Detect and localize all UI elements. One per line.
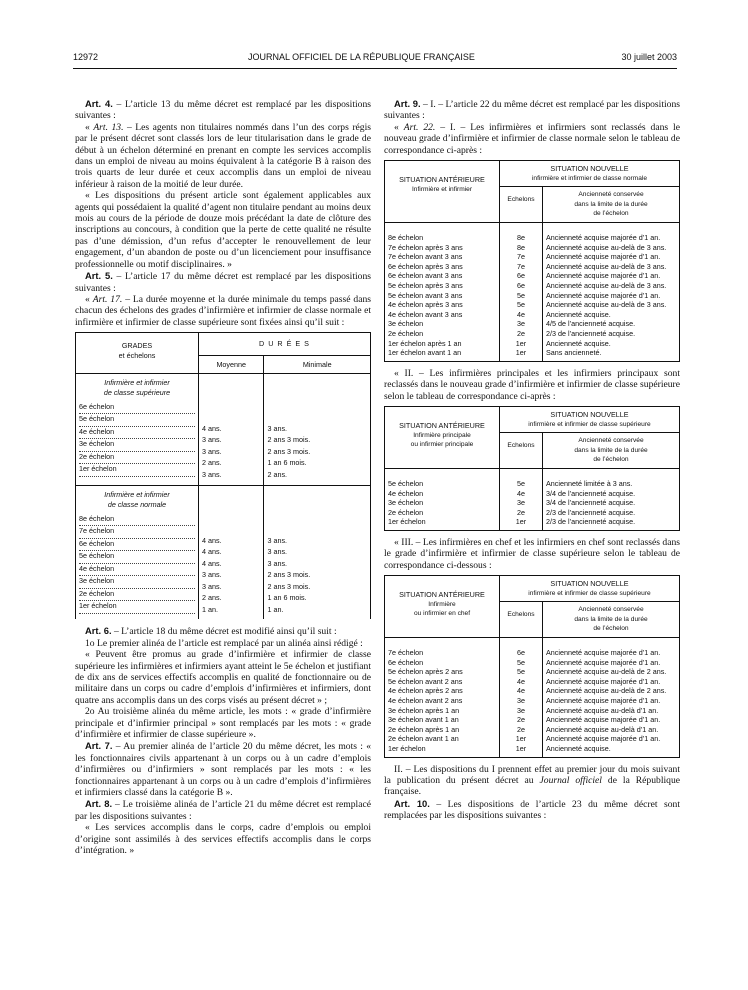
table-row-echelon: 5e échelon xyxy=(79,414,195,427)
cell-anciennete: Ancienneté acquise majorée d’1 an. xyxy=(543,252,680,262)
cell-anciennete: 4/5 de l’ancienneté acquise. xyxy=(543,319,680,329)
cell-echelon: 3e xyxy=(500,498,543,508)
cell-situation: 2e échelon après 1 an xyxy=(385,725,500,735)
table-row xyxy=(385,319,680,329)
cell-situation: 5e échelon avant 3 ans xyxy=(385,291,500,301)
cell-anciennete: Ancienneté acquise majorée d’1 an. xyxy=(543,223,680,243)
cell-echelon: 3e xyxy=(500,706,543,716)
group2-minimale xyxy=(264,486,371,620)
col-header-situation-nouvelle xyxy=(500,161,680,187)
table-row-moyenne: 4 ans. xyxy=(202,423,222,433)
group2-minimale-list xyxy=(267,524,367,616)
situation-anterieure-sub: Infirmière ou infirmier en chef xyxy=(413,600,471,618)
table-row-minimale: 3 ans. xyxy=(267,423,288,433)
section-ii: « II. – Les infirmières principales et les infirmiers principaux sont reclassés dans le nouveau grade d’infirmière et infirmier de classe supérieure selon le tableau de correspondance ci-après : xyxy=(384,367,680,402)
cell-echelon: 4e xyxy=(500,489,543,499)
table-row-minimale xyxy=(267,412,367,424)
cell-situation: 2e échelon xyxy=(385,508,500,518)
situation-nouvelle-label: SITUATION NOUVELLE xyxy=(550,409,629,419)
cell-situation: 8e échelon xyxy=(385,223,500,243)
cell-situation: 3e échelon xyxy=(385,498,500,508)
table-row-moyenne: 3 ans. xyxy=(202,581,222,591)
table-row xyxy=(385,677,680,687)
cell-situation: 7e échelon après 3 ans xyxy=(385,243,500,253)
reclassement-table-2 xyxy=(384,406,680,531)
table-row xyxy=(385,686,680,696)
col-header-situation-nouvelle xyxy=(500,406,680,432)
group2-echelons xyxy=(76,486,199,620)
reclassement-table-1 xyxy=(384,160,680,362)
table-row-moyenne: 4 ans. xyxy=(202,547,222,557)
table-row-minimale: 3 ans. xyxy=(267,535,288,545)
article-10: Art. 10. – Les dispositions de l’article 23 du même décret sont remplacées par les dispositions suivantes : xyxy=(384,797,680,822)
cell-anciennete: Ancienneté acquise majorée d’1 an. xyxy=(543,638,680,658)
cell-situation: 2e échelon xyxy=(385,329,500,339)
table-row xyxy=(385,348,680,361)
table-row-minimale: 2 ans 3 mois. xyxy=(267,446,311,456)
article-4: Art. 4. – L’article 13 du même décret est remplacé par les dispositions suivantes : xyxy=(75,98,371,122)
table-row-minimale: 1 an. xyxy=(267,604,284,614)
page-number: 12972 xyxy=(73,52,99,62)
cell-anciennete: 3/4 de l’ancienneté acquise. xyxy=(543,498,680,508)
cell-anciennete: Ancienneté acquise majorée d’1 an. xyxy=(543,271,680,281)
cell-echelon: 8e xyxy=(500,223,543,243)
durees-table-wrap xyxy=(75,332,371,619)
article-13-para2: « Les dispositions du présent article sont également applicables aux agents qui possédaient la qualité d’agent non titulaire pendant au moins deux mois au cours de la période de douze mois précédant la date de clôture des inscriptions au concours, à condition que la perte de cette qualité ne résulte pas d’une démission, d’un refus d’accepter le renouvellement de leur engagement, d’un abandon de poste ou d’un licenciement pour insuffisance professionnelle ou motif disciplinaires. » xyxy=(75,190,371,270)
table-row-moyenne: 3 ans. xyxy=(202,469,222,479)
table-row-echelon: 6e échelon xyxy=(79,402,195,415)
table-row-echelon: 3e échelon xyxy=(79,576,195,589)
group1-minimale-list xyxy=(267,412,367,481)
table-row xyxy=(385,706,680,716)
table-row xyxy=(385,638,680,658)
table-row xyxy=(385,658,680,668)
group1-moyenne xyxy=(199,374,264,486)
article-6-para2: « Peuvent être promus au grade d’infirmière et infirmier de classe supérieure les infirmières et infirmiers ayant atteint le 5e échelon et justifiant de dix ans de services effectifs accomplis en qualité de fonctionnaire ou de militaire dans un corps ou cadre d’emplois d’infirmières et infirmiers, dont quatre ans accomplis dans un des corps visés au présent décret » ; xyxy=(75,649,371,706)
col-header-anciennete: Ancienneté conservée dans la limite de la durée de l’échelon xyxy=(543,602,680,638)
col-header-moyenne: Moyenne xyxy=(199,355,264,374)
cell-situation: 3e échelon après 1 an xyxy=(385,706,500,716)
article-6: Art. 6. – L’article 18 du même décret est modifié ainsi qu’il suit : xyxy=(85,625,337,638)
table-row-minimale: 2 ans. xyxy=(267,469,288,479)
cell-anciennete: Ancienneté acquise au-delà d’1 an. xyxy=(543,706,680,716)
col-header-situation-anterieure xyxy=(385,406,500,468)
situation-anterieure-label: SITUATION ANTÉRIEURE xyxy=(399,420,485,430)
cell-situation: 5e échelon après 3 ans xyxy=(385,281,500,291)
cell-situation: 1er échelon avant 1 an xyxy=(385,348,500,361)
table-row xyxy=(385,252,680,262)
situation-anterieure-label: SITUATION ANTÉRIEURE xyxy=(399,590,485,600)
cell-anciennete: Ancienneté acquise majorée d’1 an. xyxy=(543,696,680,706)
col-header-echelons: Echelons xyxy=(500,433,543,469)
table-row-moyenne xyxy=(202,524,260,536)
table-row-echelon: 2e échelon xyxy=(79,452,195,465)
group1-title: Infirmière et infirmier de classe supérieure xyxy=(103,378,171,397)
cell-echelon: 2e xyxy=(500,725,543,735)
cell-anciennete: Ancienneté acquise au-delà de 3 ans. xyxy=(543,300,680,310)
cell-anciennete: Ancienneté acquise. xyxy=(543,744,680,757)
cell-anciennete: Ancienneté acquise majorée d’1 an. xyxy=(543,677,680,687)
table-row-echelon: 5e échelon xyxy=(79,551,195,564)
table-row-echelon: 7e échelon xyxy=(79,526,195,539)
cell-situation: 5e échelon xyxy=(385,468,500,488)
cell-echelon: 5e xyxy=(500,468,543,488)
table-row xyxy=(385,508,680,518)
cell-echelon: 6e xyxy=(500,271,543,281)
cell-anciennete: Ancienneté acquise au-delà de 3 ans. xyxy=(543,281,680,291)
cell-echelon: 5e xyxy=(500,667,543,677)
table-row-minimale xyxy=(267,524,367,536)
cell-anciennete: Ancienneté acquise majorée d’1 an. xyxy=(543,734,680,744)
table-row xyxy=(385,744,680,757)
group1-minimale xyxy=(264,374,371,486)
table-row xyxy=(385,468,680,488)
cell-situation: 7e échelon avant 3 ans xyxy=(385,252,500,262)
article-6-para1: 1o Le premier alinéa de l’article est remplacé par un alinéa ainsi rédigé : xyxy=(85,637,363,649)
table-row-minimale: 2 ans 3 mois. xyxy=(267,581,311,591)
group1-echelons xyxy=(76,374,199,486)
cell-echelon: 4e xyxy=(500,310,543,320)
situation-nouvelle-sub: infirmière et infirmier de classe supérieure xyxy=(528,589,651,597)
cell-situation: 5e échelon après 2 ans xyxy=(385,667,500,677)
reclassement-table-2-wrap xyxy=(384,406,680,531)
table-row xyxy=(385,243,680,253)
cell-situation: 6e échelon après 3 ans xyxy=(385,262,500,272)
table-row xyxy=(385,715,680,725)
table-row-moyenne xyxy=(202,412,260,424)
table-row-moyenne: 3 ans. xyxy=(202,435,222,445)
cell-anciennete: Ancienneté acquise au-delà de 3 ans. xyxy=(543,262,680,272)
table-row xyxy=(385,271,680,281)
cell-anciennete: Ancienneté acquise au-delà de 3 ans. xyxy=(543,243,680,253)
col-header-situation-anterieure xyxy=(385,576,500,638)
table-row xyxy=(385,329,680,339)
cell-situation: 1er échelon après 1 an xyxy=(385,339,500,349)
group2-moyenne-list xyxy=(202,524,260,616)
col-header-minimale: Minimale xyxy=(264,355,371,374)
reclassement-table-3 xyxy=(384,575,680,758)
cell-echelon: 1er xyxy=(500,734,543,744)
cell-anciennete: Ancienneté acquise. xyxy=(543,339,680,349)
left-column xyxy=(75,98,371,856)
table-row-minimale: 1 an 6 mois. xyxy=(267,593,307,603)
cell-echelon: 7e xyxy=(500,262,543,272)
table-row xyxy=(385,725,680,735)
article-22: « Art. 22. – I. – Les infirmières et infirmiers sont reclassés dans le nouveau grade d’infirmière et infirmier de classe normale selon le tableau de correspondance ci-après : xyxy=(384,121,680,156)
table-row xyxy=(385,223,680,243)
cell-situation: 1er échelon xyxy=(385,744,500,757)
cell-echelon: 1er xyxy=(500,517,543,530)
cell-echelon: 1er xyxy=(500,744,543,757)
table-row-echelon: 3e échelon xyxy=(79,439,195,452)
cell-anciennete: 3/4 de l’ancienneté acquise. xyxy=(543,489,680,499)
cell-echelon: 2e xyxy=(500,329,543,339)
table-row-moyenne: 4 ans. xyxy=(202,558,222,568)
reclassement-table-3-wrap xyxy=(384,575,680,758)
situation-anterieure-sub: Infirmière et infirmier xyxy=(411,185,473,193)
cell-anciennete: Ancienneté limitée à 3 ans. xyxy=(543,468,680,488)
journal-title: JOURNAL OFFICIEL DE LA RÉPUBLIQUE FRANÇAISE xyxy=(248,52,475,62)
group1-moyenne-list xyxy=(202,412,260,481)
col-header-durees: D U R É E S xyxy=(199,333,371,356)
cell-situation: 2e échelon avant 1 an xyxy=(385,734,500,744)
table-row xyxy=(385,300,680,310)
cell-situation: 1er échelon xyxy=(385,517,500,530)
group1-echelon-list xyxy=(79,402,195,477)
table-row xyxy=(385,291,680,301)
cell-echelon: 5e xyxy=(500,658,543,668)
table-row-minimale: 3 ans. xyxy=(267,558,288,568)
situation-anterieure-label: SITUATION ANTÉRIEURE xyxy=(399,175,485,185)
cell-situation: 3e échelon avant 1 an xyxy=(385,715,500,725)
cell-echelon: 5e xyxy=(500,291,543,301)
cell-anciennete: Ancienneté acquise au-delà de 2 ans. xyxy=(543,686,680,696)
table-row-moyenne: 3 ans. xyxy=(202,446,222,456)
reclassement-table-1-wrap xyxy=(384,160,680,362)
table-row-moyenne: 4 ans. xyxy=(202,535,222,545)
table-row xyxy=(385,498,680,508)
cell-echelon: 2e xyxy=(500,508,543,518)
situation-nouvelle-label: SITUATION NOUVELLE xyxy=(550,579,629,589)
cell-echelon: 3e xyxy=(500,319,543,329)
table-row-echelon: 1er échelon xyxy=(79,601,195,614)
header-rule xyxy=(73,68,677,69)
col-header-situation-anterieure xyxy=(385,161,500,223)
cell-anciennete: 2/3 de l’ancienneté acquise. xyxy=(543,508,680,518)
table-row-echelon: 2e échelon xyxy=(79,589,195,602)
table-row-moyenne: 2 ans. xyxy=(202,458,222,468)
cell-situation: 4e échelon après 2 ans xyxy=(385,686,500,696)
right-column xyxy=(384,98,680,822)
article-13: « Art. 13. – Les agents non titulaires nommés dans l’un des corps régis par le présent décret sont classés lors de leur titularisation dans le grade de début à un échelon déterminé en prenant en compte les services accomplis dans un emploi de niveau au moins équivalent à la catégorie B à raison des trois quarts de leur durée et ceux accomplis dans un emploi de niveau inférieur à raison de la moitié de leur durée. xyxy=(75,121,371,190)
section-ii-effect: II. – Les dispositions du I prennent effet au premier jour du mois suivant la publication du présent décret au Journal officiel de la République française. xyxy=(384,763,681,798)
cell-echelon: 4e xyxy=(500,686,543,696)
table-row-echelon: 6e échelon xyxy=(79,539,195,552)
table-row-echelon: 1er échelon xyxy=(79,464,195,477)
cell-anciennete: Sans ancienneté. xyxy=(543,348,680,361)
col-header-situation-nouvelle xyxy=(500,576,680,602)
cell-echelon: 6e xyxy=(500,281,543,291)
cell-situation: 5e échelon avant 2 ans xyxy=(385,677,500,687)
page-header xyxy=(73,52,677,66)
cell-echelon: 8e xyxy=(500,243,543,253)
cell-anciennete: 2/3 de l’ancienneté acquise. xyxy=(543,329,680,339)
cell-situation: 7e échelon xyxy=(385,638,500,658)
situation-nouvelle-label: SITUATION NOUVELLE xyxy=(550,164,629,174)
cell-echelon: 4e xyxy=(500,677,543,687)
cell-echelon: 6e xyxy=(500,638,543,658)
cell-situation: 6e échelon avant 3 ans xyxy=(385,271,500,281)
table-row-minimale: 1 an 6 mois. xyxy=(267,458,307,468)
col-header-anciennete: Ancienneté conservée dans la limite de la durée de l’échelon xyxy=(543,187,680,223)
article-8: Art. 8. – Le troisième alinéa de l’article 21 du même décret est remplacé par les dispositions suivantes : xyxy=(75,798,371,822)
group2-moyenne xyxy=(199,486,264,620)
article-6-para3: 2o Au troisième alinéa du même article, les mots : « grade d’infirmière principale et d’infirmier principal » sont remplacés par les mots : « grade d’infirmière et infirmier de classe supérieure ». xyxy=(75,706,371,740)
table-row-minimale: 3 ans. xyxy=(267,547,288,557)
table-row-minimale: 2 ans 3 mois. xyxy=(267,435,311,445)
article-9: Art. 9. – I. – L’article 22 du même décret est remplacé par les dispositions suivantes : xyxy=(384,98,680,122)
cell-situation: 4e échelon avant 2 ans xyxy=(385,696,500,706)
table-row xyxy=(385,667,680,677)
situation-nouvelle-sub: infirmière et infirmier de classe supérieure xyxy=(528,420,651,428)
cell-situation: 3e échelon xyxy=(385,319,500,329)
table-row xyxy=(385,489,680,499)
cell-echelon: 2e xyxy=(500,715,543,725)
table-row-moyenne: 1 an. xyxy=(202,604,218,614)
table-row xyxy=(385,734,680,744)
col-header-echelons: Echelons xyxy=(500,602,543,638)
cell-anciennete: Ancienneté acquise au-delà de 2 ans. xyxy=(543,667,680,677)
table-row xyxy=(385,339,680,349)
table-row xyxy=(385,281,680,291)
col-header-echelons: Echelons xyxy=(500,187,543,223)
table-row-minimale: 2 ans 3 mois. xyxy=(267,570,311,580)
situation-nouvelle-sub: infirmière et infirmier de classe normale xyxy=(531,174,648,182)
group2-title: Infirmière et infirmier de classe normale xyxy=(104,490,170,509)
table-row xyxy=(385,517,680,530)
table-row-echelon: 4e échelon xyxy=(79,564,195,577)
col-header-anciennete: Ancienneté conservée dans la limite de la durée de l’échelon xyxy=(543,433,680,469)
table-row xyxy=(385,696,680,706)
table-row-moyenne: 2 ans. xyxy=(202,593,222,603)
cell-echelon: 1er xyxy=(500,339,543,349)
cell-situation: 6e échelon xyxy=(385,658,500,668)
cell-anciennete: Ancienneté acquise au-delà d’1 an. xyxy=(543,725,680,735)
col-header-grades: GRADES et échelons xyxy=(76,333,199,374)
table-row xyxy=(385,310,680,320)
cell-situation: 4e échelon xyxy=(385,489,500,499)
durees-table xyxy=(75,332,371,619)
cell-situation: 4e échelon avant 3 ans xyxy=(385,310,500,320)
table-row-echelon: 8e échelon xyxy=(79,514,195,527)
cell-situation: 4e échelon après 3 ans xyxy=(385,300,500,310)
cell-anciennete: 2/3 de l’ancienneté acquise. xyxy=(543,517,680,530)
table-row-echelon: 4e échelon xyxy=(79,427,195,440)
article-17: « Art. 17. – La durée moyenne et la durée minimale du temps passé dans chacun des échelons des grades d’infirmière et infirmier de classe normale et infirmière et infirmier de classe supérieure sont fixées ainsi qu’il suit : xyxy=(75,293,371,328)
cell-anciennete: Ancienneté acquise. xyxy=(543,310,680,320)
cell-anciennete: Ancienneté acquise majorée d’1 an. xyxy=(543,291,680,301)
table-row-moyenne: 3 ans. xyxy=(202,570,222,580)
section-iii: « III. – Les infirmières en chef et les infirmiers en chef sont reclassés dans le grade d’infirmière et infirmier de classe supérieure selon le tableau de correspondance ci-dessous : xyxy=(384,536,680,571)
cell-echelon: 5e xyxy=(500,300,543,310)
cell-anciennete: Ancienneté acquise majorée d’1 an. xyxy=(543,715,680,725)
cell-echelon: 7e xyxy=(500,252,543,262)
article-7: Art. 7. – Au premier alinéa de l’article 20 du même décret, les mots : « les fonctionnaires civils appartenant à un corps ou à un cadre d’emplois d’infirmières ou d’infirmiers » sont remplacés par les mots : « les fonctionnaires appartenant à un corps ou à un cadre d’emplois d’infirmières et infirmiers classé dans la catégorie B ». xyxy=(75,740,371,798)
publication-date: 30 juillet 2003 xyxy=(621,52,677,62)
cell-echelon: 1er xyxy=(500,348,543,361)
group2-echelon-list xyxy=(79,514,195,614)
situation-anterieure-sub: Infirmière principale ou infirmier principale xyxy=(410,431,474,449)
cell-echelon: 3e xyxy=(500,696,543,706)
table-row xyxy=(385,262,680,272)
cell-anciennete: Ancienneté acquise majorée d’1 an. xyxy=(543,658,680,668)
article-8-para1: « Les services accomplis dans le corps, cadre d’emplois ou emploi d’origine sont assimilés à des services effectifs accomplis dans le corps d’intégration. » xyxy=(75,822,371,857)
article-5: Art. 5. – L’article 17 du même décret est remplacé par les dispositions suivantes : xyxy=(75,270,371,294)
